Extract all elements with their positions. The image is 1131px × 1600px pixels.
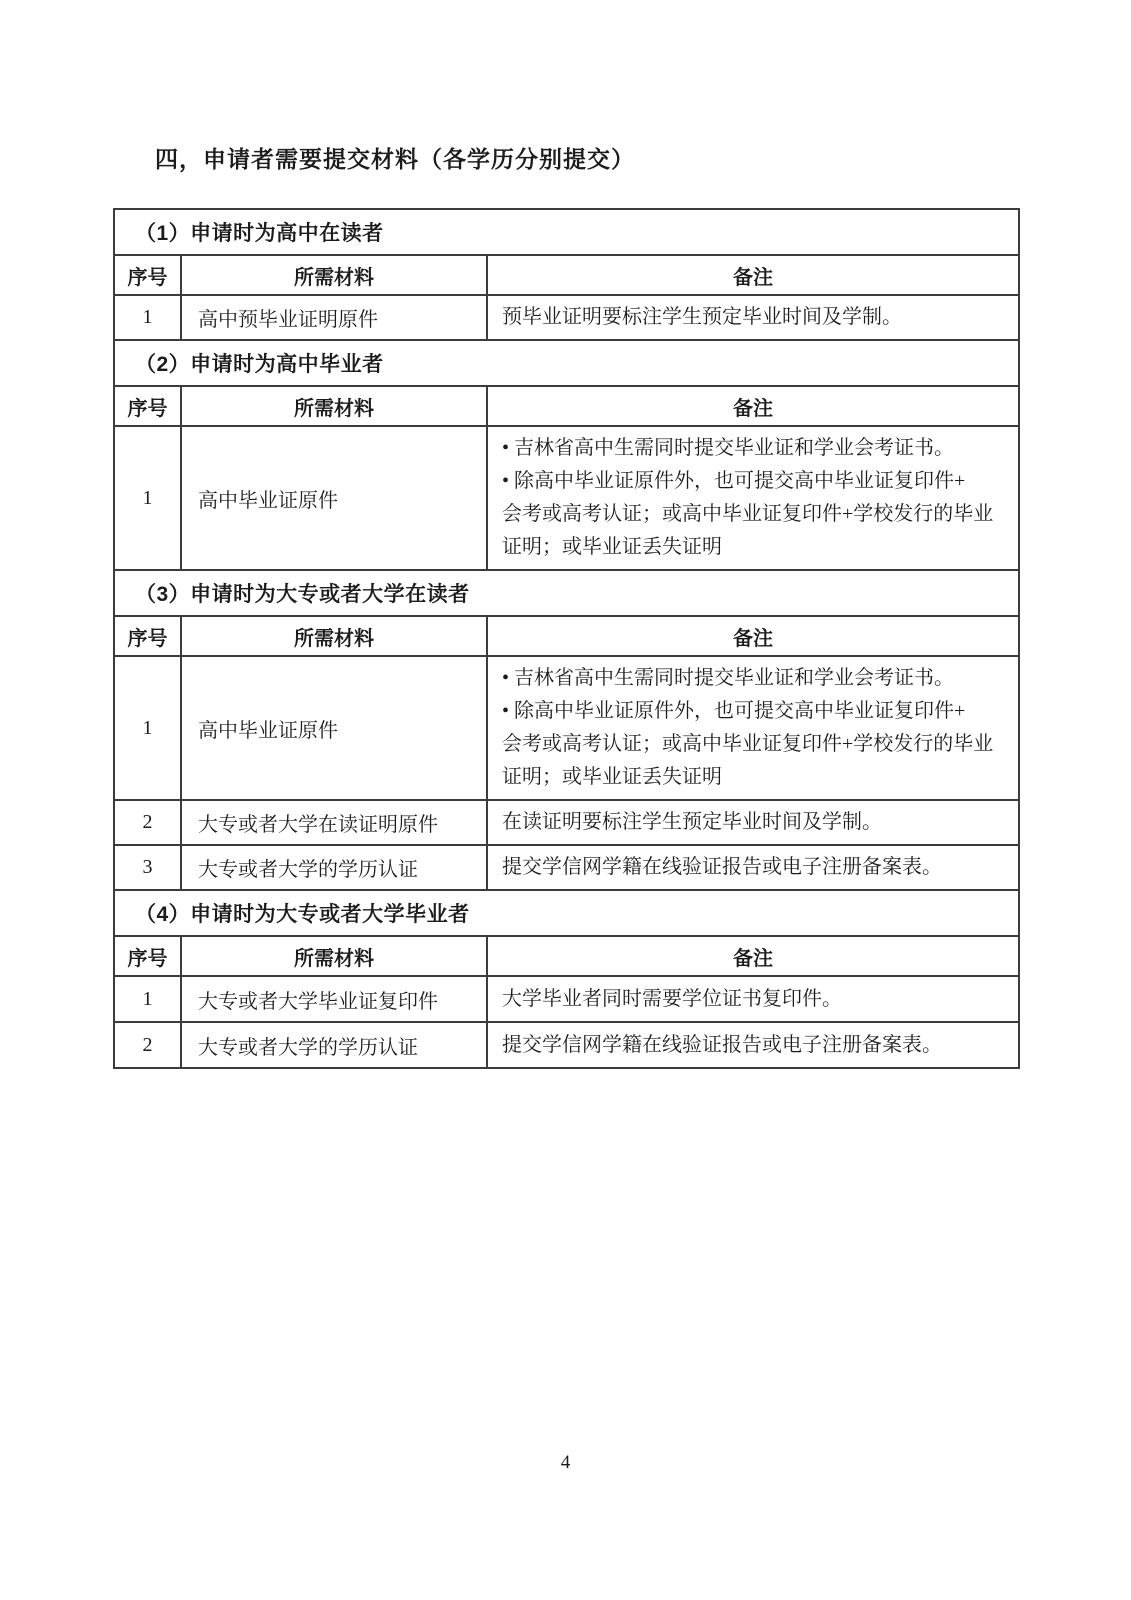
section-3-column-header-row bbox=[114, 616, 1019, 656]
column-header-no: 序号 bbox=[114, 255, 181, 295]
remark-line: 大学毕业者同时需要学位证书复印件。 bbox=[502, 987, 842, 1010]
column-header-remark: 备注 bbox=[487, 936, 1019, 976]
section-2-header-row bbox=[114, 340, 1019, 386]
table-row bbox=[114, 800, 1019, 845]
section-1-header-row bbox=[114, 209, 1019, 255]
column-header-material: 所需材料 bbox=[181, 255, 487, 295]
section-4-header-row bbox=[114, 890, 1019, 936]
section-4-column-header-row bbox=[114, 936, 1019, 976]
column-header-material: 所需材料 bbox=[181, 616, 487, 656]
cell-material: 高中预毕业证明原件 bbox=[181, 295, 487, 340]
section-2-title: （2）申请时为高中毕业者 bbox=[114, 340, 1019, 386]
cell-no: 1 bbox=[114, 426, 181, 570]
table-row bbox=[114, 845, 1019, 890]
remark-line: 证明；或毕业证丢失证明 bbox=[502, 536, 722, 558]
remark-line: 会考或高考认证；或高中毕业证复印件+学校发行的毕业 bbox=[502, 503, 994, 525]
section-3-title: （3）申请时为大专或者大学在读者 bbox=[114, 570, 1019, 616]
remark-line: 在读证明要标注学生预定毕业时间及学制。 bbox=[502, 811, 882, 833]
cell-remark bbox=[487, 845, 1019, 890]
section-1-column-header-row bbox=[114, 255, 1019, 295]
cell-material: 高中毕业证原件 bbox=[181, 656, 487, 800]
table-row bbox=[114, 656, 1019, 800]
cell-material: 大专或者大学的学历认证 bbox=[181, 845, 487, 890]
cell-no: 2 bbox=[114, 800, 181, 845]
column-header-material: 所需材料 bbox=[181, 386, 487, 426]
cell-remark bbox=[487, 800, 1019, 845]
column-header-remark: 备注 bbox=[487, 386, 1019, 426]
column-header-no: 序号 bbox=[114, 386, 181, 426]
table-row bbox=[114, 426, 1019, 570]
table-row bbox=[114, 1022, 1019, 1068]
section-2-column-header-row bbox=[114, 386, 1019, 426]
cell-remark bbox=[487, 1022, 1019, 1068]
section-3-header-row bbox=[114, 570, 1019, 616]
column-header-no: 序号 bbox=[114, 936, 181, 976]
remark-line: 预毕业证明要标注学生预定毕业时间及学制。 bbox=[502, 306, 902, 328]
column-header-material: 所需材料 bbox=[181, 936, 487, 976]
cell-no: 1 bbox=[114, 295, 181, 340]
cell-remark bbox=[487, 976, 1019, 1022]
section-4-title: （4）申请时为大专或者大学毕业者 bbox=[114, 890, 1019, 936]
remark-line: • 除高中毕业证原件外，也可提交高中毕业证复印件+ bbox=[502, 470, 966, 492]
section-1-title: （1）申请时为高中在读者 bbox=[114, 209, 1019, 255]
cell-no: 3 bbox=[114, 845, 181, 890]
cell-remark bbox=[487, 426, 1019, 570]
remark-line: 提交学信网学籍在线验证报告或电子注册备案表。 bbox=[502, 856, 942, 878]
materials-table bbox=[113, 208, 1020, 1069]
cell-material: 大专或者大学在读证明原件 bbox=[181, 800, 487, 845]
remark-line: • 除高中毕业证原件外，也可提交高中毕业证复印件+ bbox=[502, 700, 966, 722]
cell-no: 2 bbox=[114, 1022, 181, 1068]
cell-remark bbox=[487, 295, 1019, 340]
column-header-remark: 备注 bbox=[487, 255, 1019, 295]
column-header-remark: 备注 bbox=[487, 616, 1019, 656]
cell-no: 1 bbox=[114, 976, 181, 1022]
cell-material: 大专或者大学毕业证复印件 bbox=[181, 976, 487, 1022]
cell-material: 大专或者大学的学历认证 bbox=[181, 1022, 487, 1068]
page-number: 4 bbox=[560, 1452, 571, 1473]
remark-line: 会考或高考认证；或高中毕业证复印件+学校发行的毕业 bbox=[502, 733, 994, 755]
remark-line: 证明；或毕业证丢失证明 bbox=[502, 766, 722, 788]
page-title: 四，申请者需要提交材料（各学历分别提交） bbox=[155, 146, 635, 172]
remark-line: • 吉林省高中生需同时提交毕业证和学业会考证书。 bbox=[502, 437, 955, 459]
cell-material: 高中毕业证原件 bbox=[181, 426, 487, 570]
column-header-no: 序号 bbox=[114, 616, 181, 656]
table-row bbox=[114, 976, 1019, 1022]
remark-line: • 吉林省高中生需同时提交毕业证和学业会考证书。 bbox=[502, 667, 955, 689]
remark-line: 提交学信网学籍在线验证报告或电子注册备案表。 bbox=[502, 1033, 942, 1056]
cell-remark bbox=[487, 656, 1019, 800]
table-row bbox=[114, 295, 1019, 340]
cell-no: 1 bbox=[114, 656, 181, 800]
